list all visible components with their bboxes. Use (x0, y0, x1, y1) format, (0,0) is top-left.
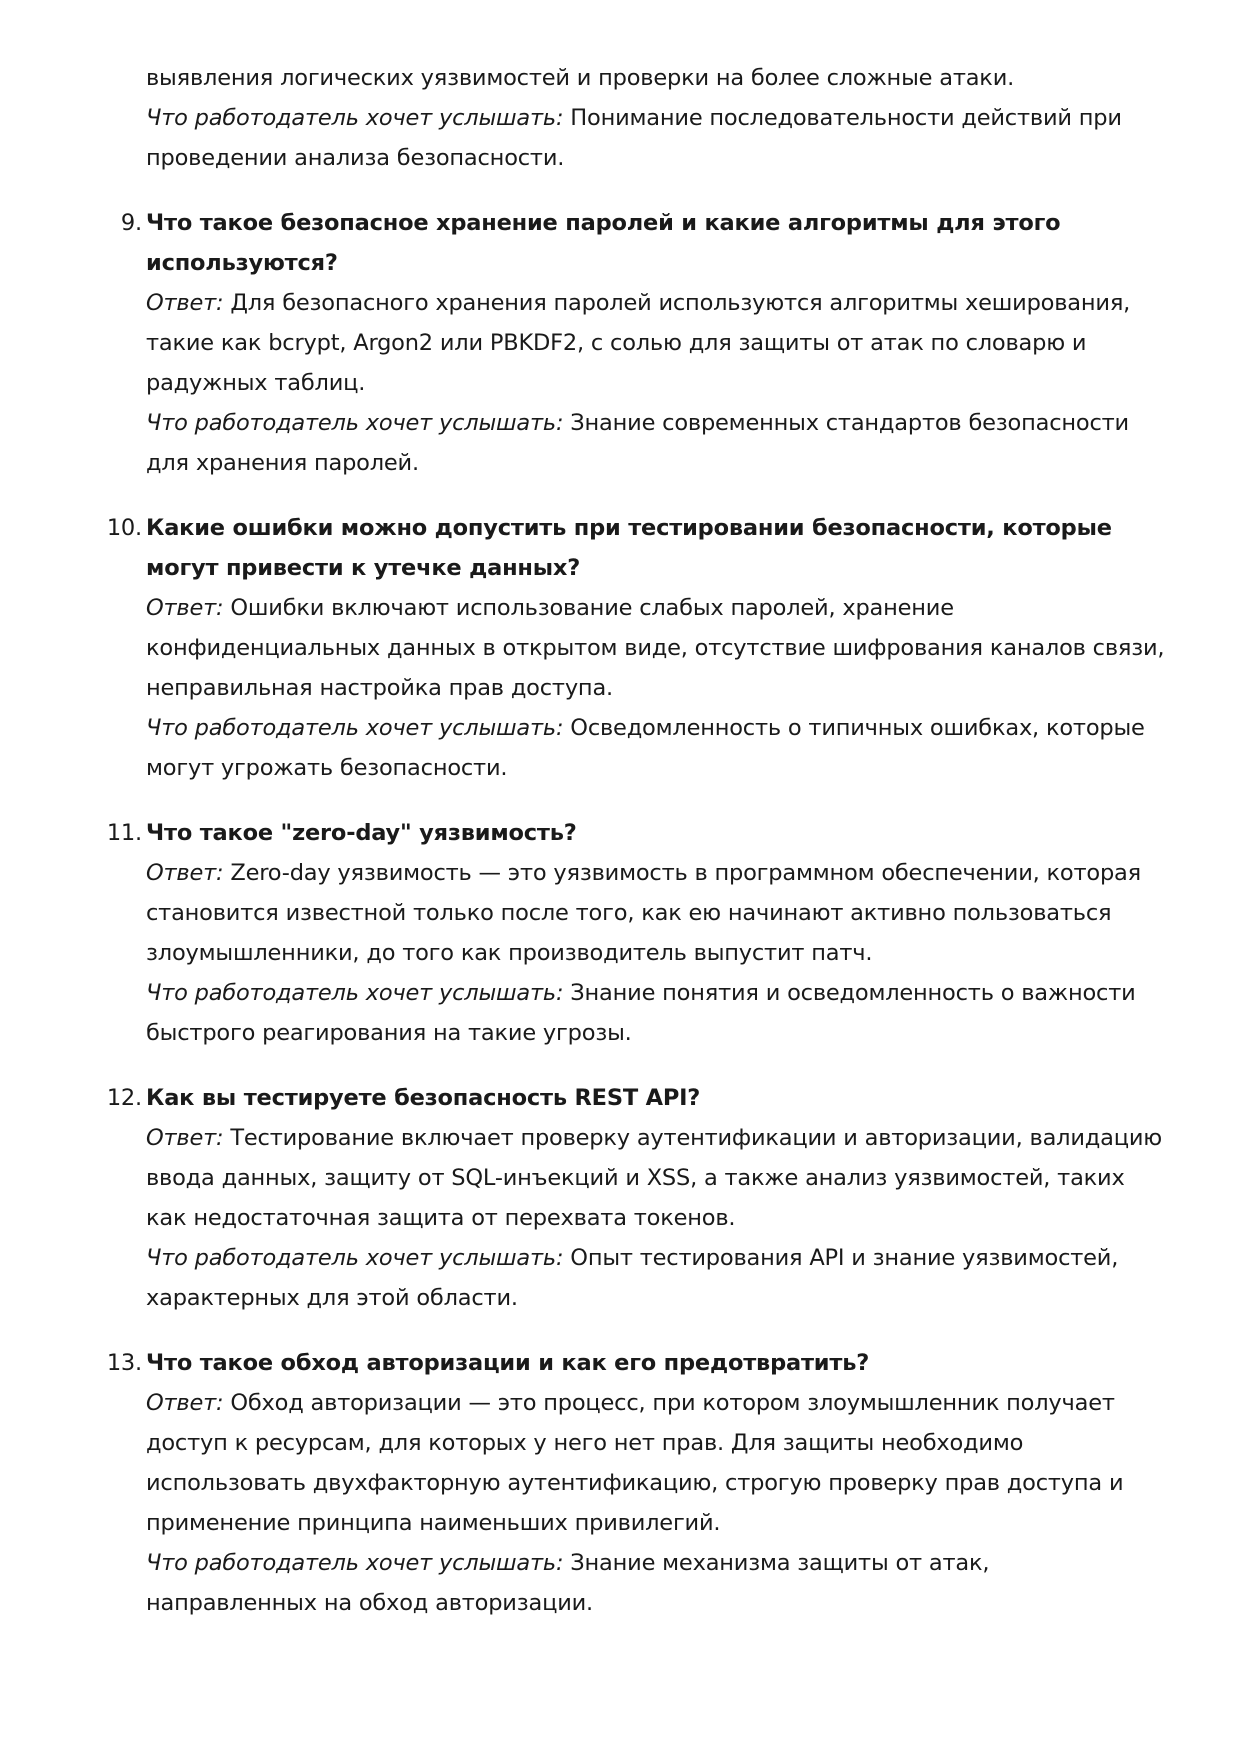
answer-text: Тестирование включает проверку аутентификации и авторизации, валидацию ввода данных, защиту от SQL-инъекций и XSS, а также анализ уязвимостей, таких как недостаточная защита от перехвата токенов. (146, 1125, 1162, 1231)
item-answer (146, 1383, 1166, 1543)
item-answer (146, 853, 1166, 973)
item-question: Какие ошибки можно допустить при тестировании безопасности, которые могут привести к утечке данных? (146, 515, 1112, 581)
list-item-11 (106, 813, 1166, 1053)
answer-label: Ответ: (146, 1390, 224, 1416)
item-number: 12. (106, 1085, 142, 1111)
wants-text: Осведомленность о типичных ошибках, которые могут угрожать безопасности. (146, 715, 1145, 781)
item-wants (146, 403, 1166, 483)
item-number: 10. (106, 515, 142, 541)
answer-label: Ответ: (146, 290, 224, 316)
item-answer (146, 588, 1166, 708)
list-item-9 (120, 203, 1166, 483)
wants-label: Что работодатель хочет услышать: (146, 1550, 564, 1576)
wants-label: Что работодатель хочет услышать: (146, 1245, 564, 1271)
intro-text: выявления логических уязвимостей и проверки на более сложные атаки. (146, 65, 1015, 91)
list-item-13 (106, 1343, 1166, 1623)
answer-text: Для безопасного хранения паролей используются алгоритмы хеширования, такие как bcrypt, Argon2 или PBKDF2, с солью для защиты от атак по словарю и радужных таблиц. (146, 290, 1131, 396)
item-number: 11. (106, 820, 142, 846)
wants-text: Знание понятия и осведомленность о важности быстрого реагирования на такие угрозы. (146, 980, 1136, 1046)
intro-block (146, 58, 1166, 178)
answer-label: Ответ: (146, 1125, 224, 1151)
item-wants (146, 708, 1166, 788)
item-question: Что такое "zero-day" уязвимость? (146, 820, 577, 846)
document-content (106, 58, 1166, 1623)
intro-wants (146, 98, 1166, 178)
wants-text: Знание современных стандартов безопасности для хранения паролей. (146, 410, 1129, 476)
answer-label: Ответ: (146, 860, 224, 886)
list-item-12 (106, 1078, 1166, 1318)
wants-text: Опыт тестирования API и знание уязвимостей, характерных для этой области. (146, 1245, 1119, 1311)
wants-text: Понимание последовательности действий при проведении анализа безопасности. (146, 105, 1122, 171)
item-question: Как вы тестируете безопасность REST API? (146, 1085, 701, 1111)
item-number: 9. (120, 210, 142, 236)
wants-label: Что работодатель хочет услышать: (146, 715, 564, 741)
answer-text: Ошибки включают использование слабых паролей, хранение конфиденциальных данных в открытом виде, отсутствие шифрования каналов связи, неправильная настройка прав доступа. (146, 595, 1165, 701)
item-question: Что такое обход авторизации и как его предотвратить? (146, 1350, 870, 1376)
item-wants (146, 1543, 1166, 1623)
wants-label: Что работодатель хочет услышать: (146, 105, 564, 131)
answer-text: Zero-day уязвимость — это уязвимость в программном обеспечении, которая становится известной только после того, как ею начинают активно пользоваться злоумышленники, до того как производитель выпустит патч. (146, 860, 1141, 966)
answer-label: Ответ: (146, 595, 224, 621)
wants-text: Знание механизма защиты от атак, направленных на обход авторизации. (146, 1550, 990, 1616)
item-number: 13. (106, 1350, 142, 1376)
item-wants (146, 973, 1166, 1053)
item-answer (146, 1118, 1166, 1238)
wants-label: Что работодатель хочет услышать: (146, 410, 564, 436)
list-item-10 (106, 508, 1166, 788)
item-question: Что такое безопасное хранение паролей и какие алгоритмы для этого используются? (146, 210, 1061, 276)
item-answer (146, 283, 1166, 403)
answer-text: Обход авторизации — это процесс, при котором злоумышленник получает доступ к ресурсам, для которых у него нет прав. Для защиты необходимо использовать двухфакторную аутентификацию, строгую проверку прав доступа и применение принципа наименьших привилегий. (146, 1390, 1124, 1536)
item-wants (146, 1238, 1166, 1318)
wants-label: Что работодатель хочет услышать: (146, 980, 564, 1006)
